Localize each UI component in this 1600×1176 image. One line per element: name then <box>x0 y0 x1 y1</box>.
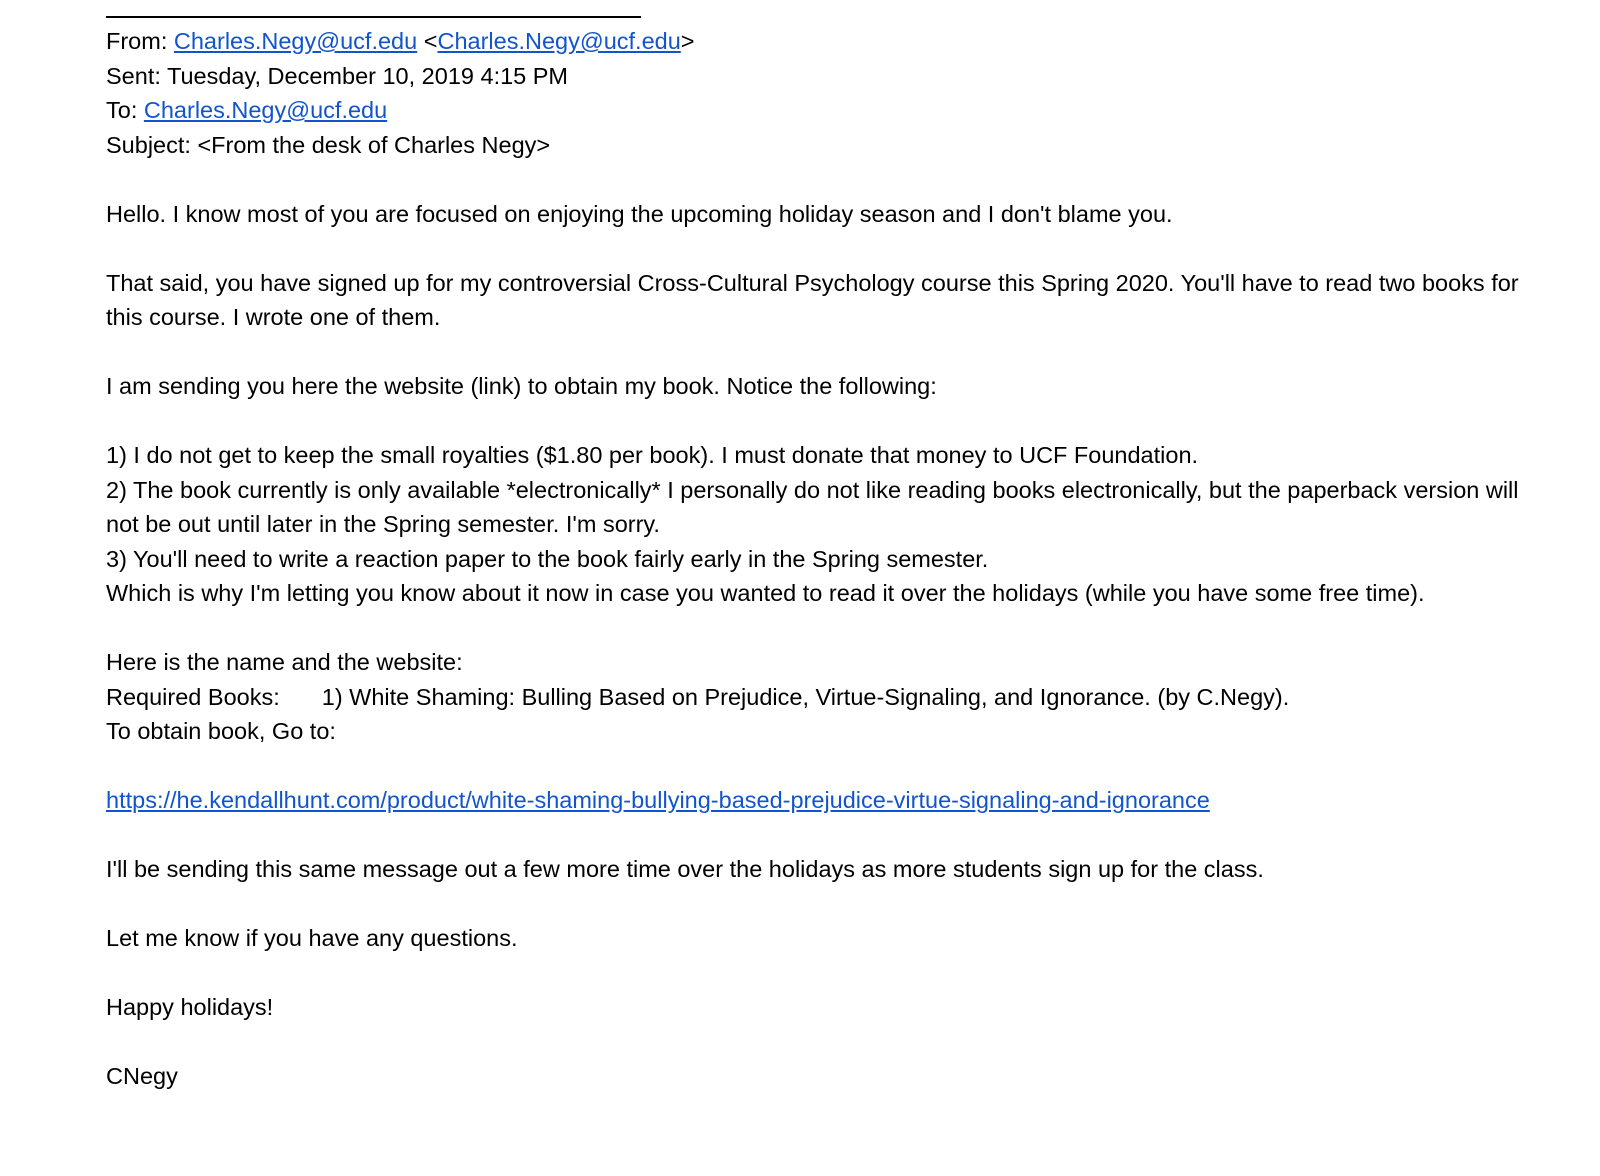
list-item-3-followup: Which is why I'm letting you know about it now in case you wanted to read it over the holidays (while you have some free time). <box>106 580 1425 606</box>
list-item-1: 1) I do not get to keep the small royalties ($1.80 per book). I must donate that money to UCF Foundation. <box>106 442 1199 468</box>
questions-line: Let me know if you have any questions. <box>106 925 518 951</box>
required-books-label: Required Books: <box>106 683 280 710</box>
subject-label: Subject: <box>106 131 191 158</box>
repeat-message-line: I'll be sending this same message out a few more time over the holidays as more students sign up for the class. <box>106 856 1264 882</box>
from-display-link[interactable]: Charles.Negy@ucf.edu <box>173 28 418 54</box>
spacer <box>106 231 1560 266</box>
to-label: To: <box>106 97 138 123</box>
email-sent-line <box>106 59 1560 94</box>
spacer <box>106 404 1560 439</box>
signature-line: CNegy <box>106 1063 178 1089</box>
email-document <box>0 16 1600 1094</box>
header-divider <box>106 16 641 18</box>
book-url-link[interactable]: https://he.kendallhunt.com/product/white-shaming-bullying-based-prejudice-virtue-signaling-and-ignorance <box>106 787 1210 813</box>
name-website-line: Here is the name and the website: <box>106 649 463 675</box>
from-close-bracket: > <box>680 28 695 54</box>
spacer <box>106 162 1560 197</box>
spacer <box>106 749 1560 784</box>
obtain-book-line: To obtain book, Go to: <box>106 718 336 744</box>
required-books-value: 1) White Shaming: Bulling Based on Prejudice, Virtue-Signaling, and Ignorance. (by C.Negy). <box>321 683 1290 710</box>
to-address-link[interactable]: Charles.Negy@ucf.edu <box>143 97 388 123</box>
course-paragraph: That said, you have signed up for my controversial Cross-Cultural Psychology course this Spring 2020. You'll have to read two books for this course. I wrote one of them. <box>106 269 1519 330</box>
spacer <box>106 818 1560 853</box>
sent-value: Tuesday, December 10, 2019 4:15 PM <box>166 62 569 89</box>
closing-line: Happy holidays! <box>106 994 274 1020</box>
email-to-line <box>106 93 1560 128</box>
from-address-link[interactable]: Charles.Negy@ucf.edu <box>437 28 681 54</box>
list-item-2: 2) The book currently is only available *electronically* I personally do not like reading books electronically, but the paperback version will not be out until later in the Spring semester. I'm sorry. <box>106 476 1519 537</box>
email-subject-line <box>106 128 1560 163</box>
spacer <box>106 611 1560 646</box>
link-intro-paragraph: I am sending you here the website (link) to obtain my book. Notice the following: <box>106 373 937 399</box>
email-from-line <box>106 24 1560 59</box>
email-body <box>106 197 1560 1094</box>
sent-label: Sent: <box>106 62 161 89</box>
book-url-line <box>106 783 1560 818</box>
from-open-bracket: < <box>417 28 438 54</box>
spacer <box>106 335 1560 370</box>
spacer <box>106 887 1560 922</box>
from-label: From: <box>106 28 168 54</box>
required-books-line <box>106 680 1536 715</box>
list-item-3: 3) You'll need to write a reaction paper to the book fairly early in the Spring semester. <box>106 545 989 572</box>
subject-value: <From the desk of Charles Negy> <box>197 131 551 158</box>
spacer <box>106 1025 1560 1060</box>
spacer <box>106 956 1560 991</box>
greeting-paragraph: Hello. I know most of you are focused on enjoying the upcoming holiday season and I don't blame you. <box>106 200 1173 227</box>
